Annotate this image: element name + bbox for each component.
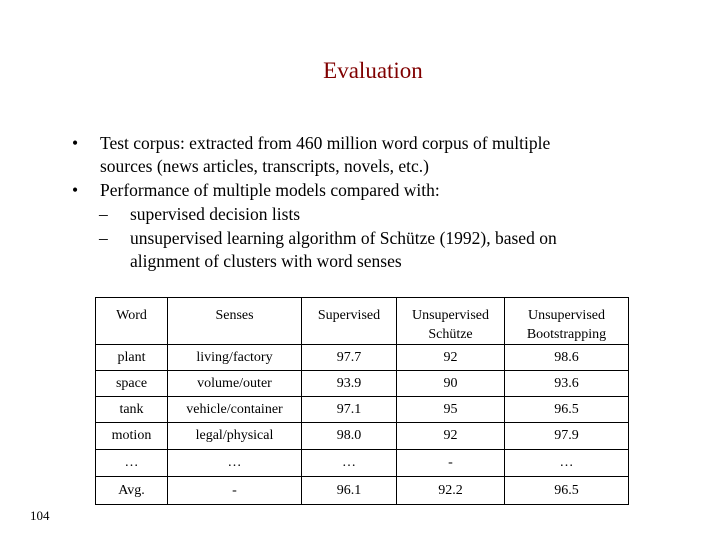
table-row [96, 371, 629, 397]
results-table [95, 297, 629, 505]
cell-supervised: 96.1 [302, 477, 397, 505]
cell-schutze: 92.2 [397, 477, 505, 505]
header-unsupervised-schutze: Unsupervised Schütze [397, 298, 505, 345]
bullet-text-line: Test corpus: extracted from 460 million word corpus of multiple [100, 133, 551, 153]
cell-senses: … [168, 450, 302, 477]
cell-bootstrapping: … [505, 450, 629, 477]
header-unsupervised-bootstrapping: Unsupervised Bootstrapping [505, 298, 629, 345]
cell-schutze: 92 [397, 345, 505, 371]
sub-bullet-marker: – [99, 228, 108, 248]
table-header-row [96, 298, 629, 345]
sub-bullet-text-line: unsupervised learning algorithm of Schütze (1992), based on [130, 228, 557, 248]
table-row [96, 423, 629, 450]
cell-schutze: 95 [397, 397, 505, 423]
bullet-text-line: sources (news articles, transcripts, novels, etc.) [100, 156, 429, 176]
cell-schutze: - [397, 450, 505, 477]
cell-senses: living/factory [168, 345, 302, 371]
sub-bullet-text-line: alignment of clusters with word senses [130, 251, 402, 271]
cell-senses: volume/outer [168, 371, 302, 397]
cell-bootstrapping: 98.6 [505, 345, 629, 371]
cell-supervised: 98.0 [302, 423, 397, 450]
sub-bullet-item [72, 227, 632, 273]
bullet-marker: • [72, 180, 79, 200]
cell-word: space [96, 371, 168, 397]
cell-word: Avg. [96, 477, 168, 505]
cell-supervised: 97.1 [302, 397, 397, 423]
cell-senses: - [168, 477, 302, 505]
cell-senses: vehicle/container [168, 397, 302, 423]
table-row [96, 450, 629, 477]
cell-supervised: … [302, 450, 397, 477]
cell-schutze: 90 [397, 371, 505, 397]
sub-bullet-text-line: supervised decision lists [130, 204, 301, 224]
bullet-list [72, 132, 632, 274]
table-row [96, 345, 629, 371]
header-word: Word [96, 298, 168, 345]
bullet-marker: • [72, 133, 79, 153]
bullet-item [72, 132, 632, 178]
header-supervised: Supervised [302, 298, 397, 345]
slide-number: 104 [30, 508, 50, 523]
cell-bootstrapping: 97.9 [505, 423, 629, 450]
sub-bullet-marker: – [99, 204, 108, 224]
cell-supervised: 93.9 [302, 371, 397, 397]
bullet-item [72, 179, 632, 202]
cell-bootstrapping: 96.5 [505, 397, 629, 423]
cell-word: tank [96, 397, 168, 423]
table-avg-row [96, 477, 629, 505]
table-row [96, 397, 629, 423]
cell-senses: legal/physical [168, 423, 302, 450]
cell-word: motion [96, 423, 168, 450]
bullet-text-line: Performance of multiple models compared with: [100, 180, 440, 200]
cell-schutze: 92 [397, 423, 505, 450]
cell-supervised: 97.7 [302, 345, 397, 371]
cell-word: plant [96, 345, 168, 371]
header-senses: Senses [168, 298, 302, 345]
cell-bootstrapping: 93.6 [505, 371, 629, 397]
cell-word: … [96, 450, 168, 477]
cell-bootstrapping: 96.5 [505, 477, 629, 505]
slide-title: Evaluation [323, 58, 423, 83]
sub-bullet-item [72, 203, 632, 226]
